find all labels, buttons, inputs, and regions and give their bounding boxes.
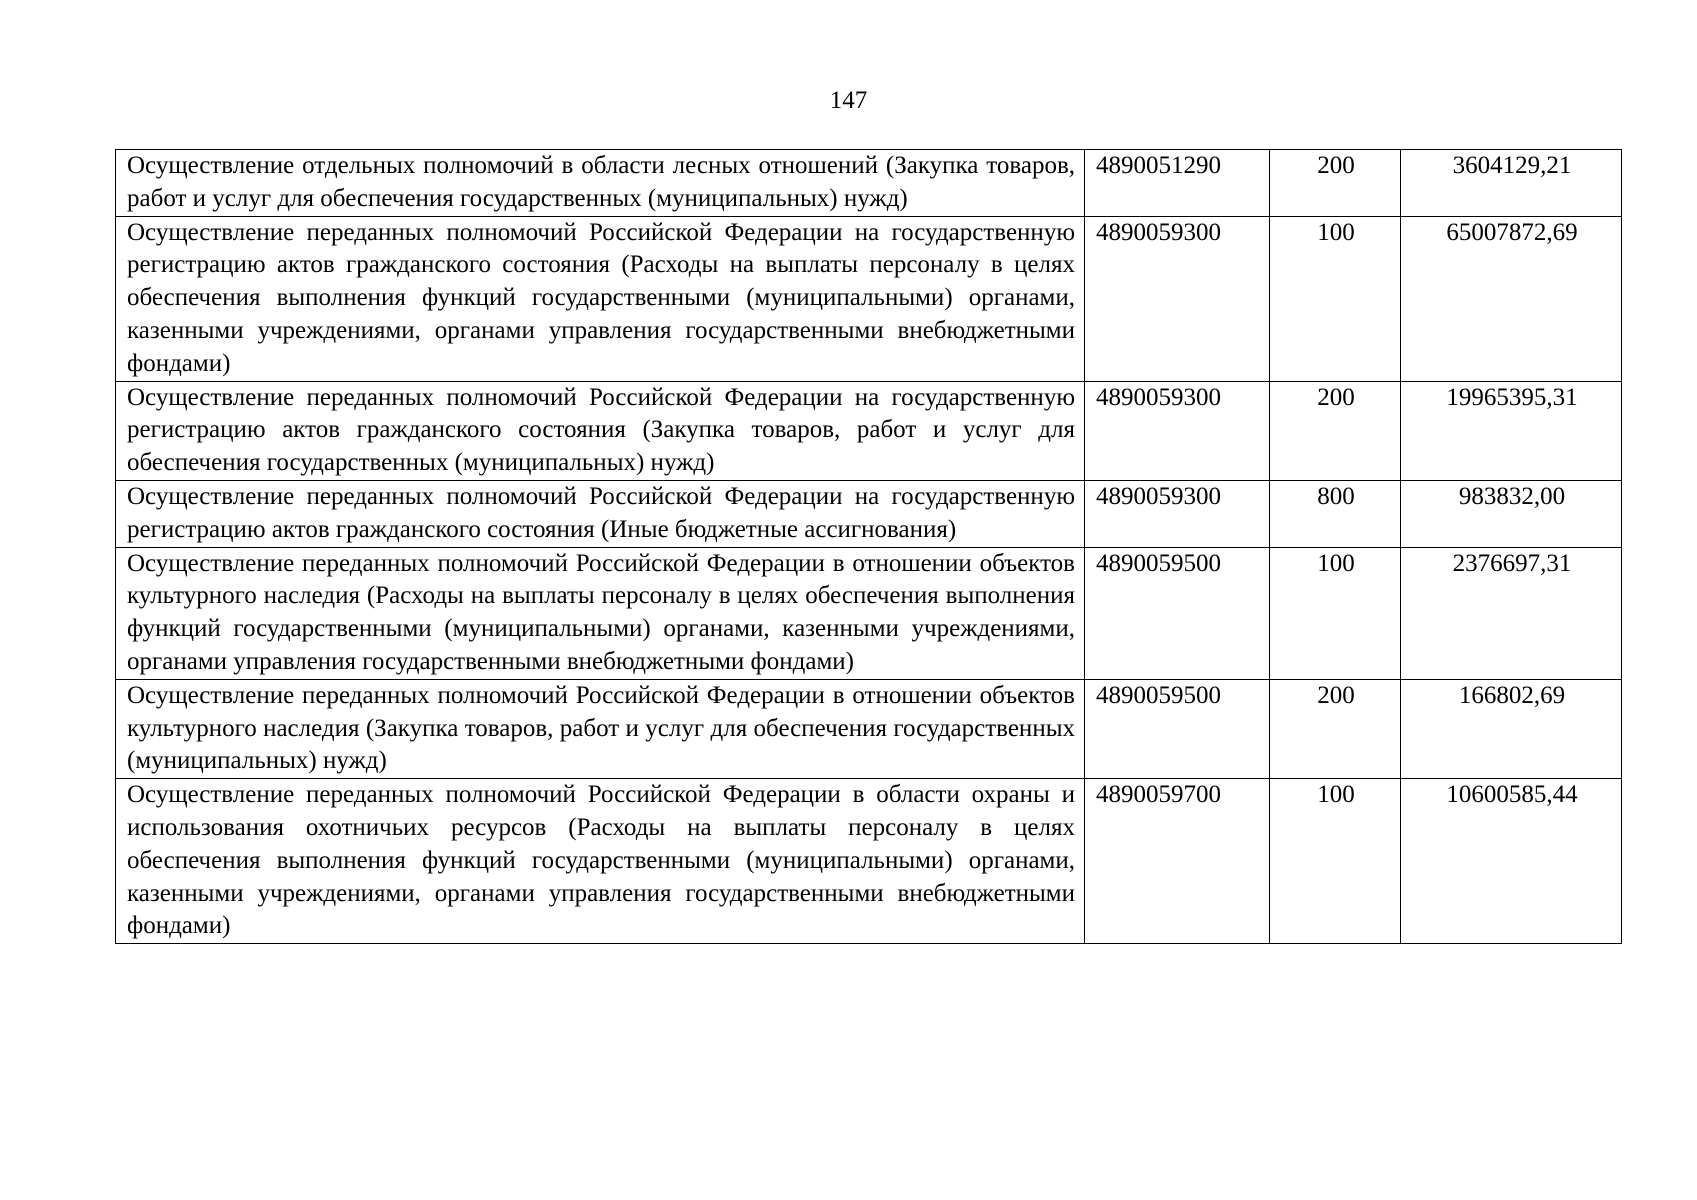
target-item-code: 4890059300 bbox=[1085, 381, 1270, 480]
page-number: 147 bbox=[829, 87, 868, 114]
target-item-code: 4890059300 bbox=[1085, 216, 1270, 381]
table-row bbox=[116, 150, 1622, 217]
budget-table bbox=[115, 149, 1622, 944]
table-row bbox=[116, 547, 1622, 679]
expense-description: Осуществление переданных полномочий Российской Федерации в отношении объектов культурного наследия (Закупка товаров, работ и услуг для обеспечения государственных (муниципальных) нужд) bbox=[116, 679, 1085, 778]
table-row bbox=[116, 216, 1622, 381]
target-item-code: 4890059500 bbox=[1085, 679, 1270, 778]
amount: 65007872,69 bbox=[1401, 216, 1622, 381]
table-row bbox=[116, 679, 1622, 778]
amount: 3604129,21 bbox=[1401, 150, 1622, 217]
amount: 10600585,44 bbox=[1401, 779, 1622, 944]
amount: 2376697,31 bbox=[1401, 547, 1622, 679]
expense-description: Осуществление переданных полномочий Российской Федерации на государственную регистрацию актов гражданского состояния (Иные бюджетные ассигнования) bbox=[116, 480, 1085, 547]
expense-description: Осуществление переданных полномочий Российской Федерации на государственную регистрацию актов гражданского состояния (Расходы на выплаты персоналу в целях обеспечения выполнения функций государственными (муниципальными) органами, казенными учреждениями, органами управления государственными внебюджетными фондами) bbox=[116, 216, 1085, 381]
table-row bbox=[116, 779, 1622, 944]
amount: 983832,00 bbox=[1401, 480, 1622, 547]
expense-type-code: 200 bbox=[1270, 150, 1401, 217]
expense-description: Осуществление отдельных полномочий в области лесных отношений (Закупка товаров, работ и услуг для обеспечения государственных (муниципальных) нужд) bbox=[116, 150, 1085, 217]
table-row bbox=[116, 480, 1622, 547]
expense-type-code: 200 bbox=[1270, 381, 1401, 480]
expense-description: Осуществление переданных полномочий Российской Федерации на государственную регистрацию актов гражданского состояния (Закупка товаров, работ и услуг для обеспечения государственных (муниципальных) нужд) bbox=[116, 381, 1085, 480]
target-item-code: 4890059500 bbox=[1085, 547, 1270, 679]
table-row bbox=[116, 381, 1622, 480]
target-item-code: 4890059300 bbox=[1085, 480, 1270, 547]
amount: 19965395,31 bbox=[1401, 381, 1622, 480]
expense-description: Осуществление переданных полномочий Российской Федерации в области охраны и использования охотничьих ресурсов (Расходы на выплаты персоналу в целях обеспечения выполнения функций государственными (муниципальными) органами, казенными учреждениями, органами управления государственными внебюджетными фондами) bbox=[116, 779, 1085, 944]
expense-description: Осуществление переданных полномочий Российской Федерации в отношении объектов культурного наследия (Расходы на выплаты персоналу в целях обеспечения выполнения функций государственными (муниципальными) органами, казенными учреждениями, органами управления государственными внебюджетными фондами) bbox=[116, 547, 1085, 679]
target-item-code: 4890059700 bbox=[1085, 779, 1270, 944]
expense-type-code: 800 bbox=[1270, 480, 1401, 547]
amount: 166802,69 bbox=[1401, 679, 1622, 778]
target-item-code: 4890051290 bbox=[1085, 150, 1270, 217]
expense-type-code: 100 bbox=[1270, 547, 1401, 679]
expense-type-code: 200 bbox=[1270, 679, 1401, 778]
expense-type-code: 100 bbox=[1270, 779, 1401, 944]
expense-type-code: 100 bbox=[1270, 216, 1401, 381]
